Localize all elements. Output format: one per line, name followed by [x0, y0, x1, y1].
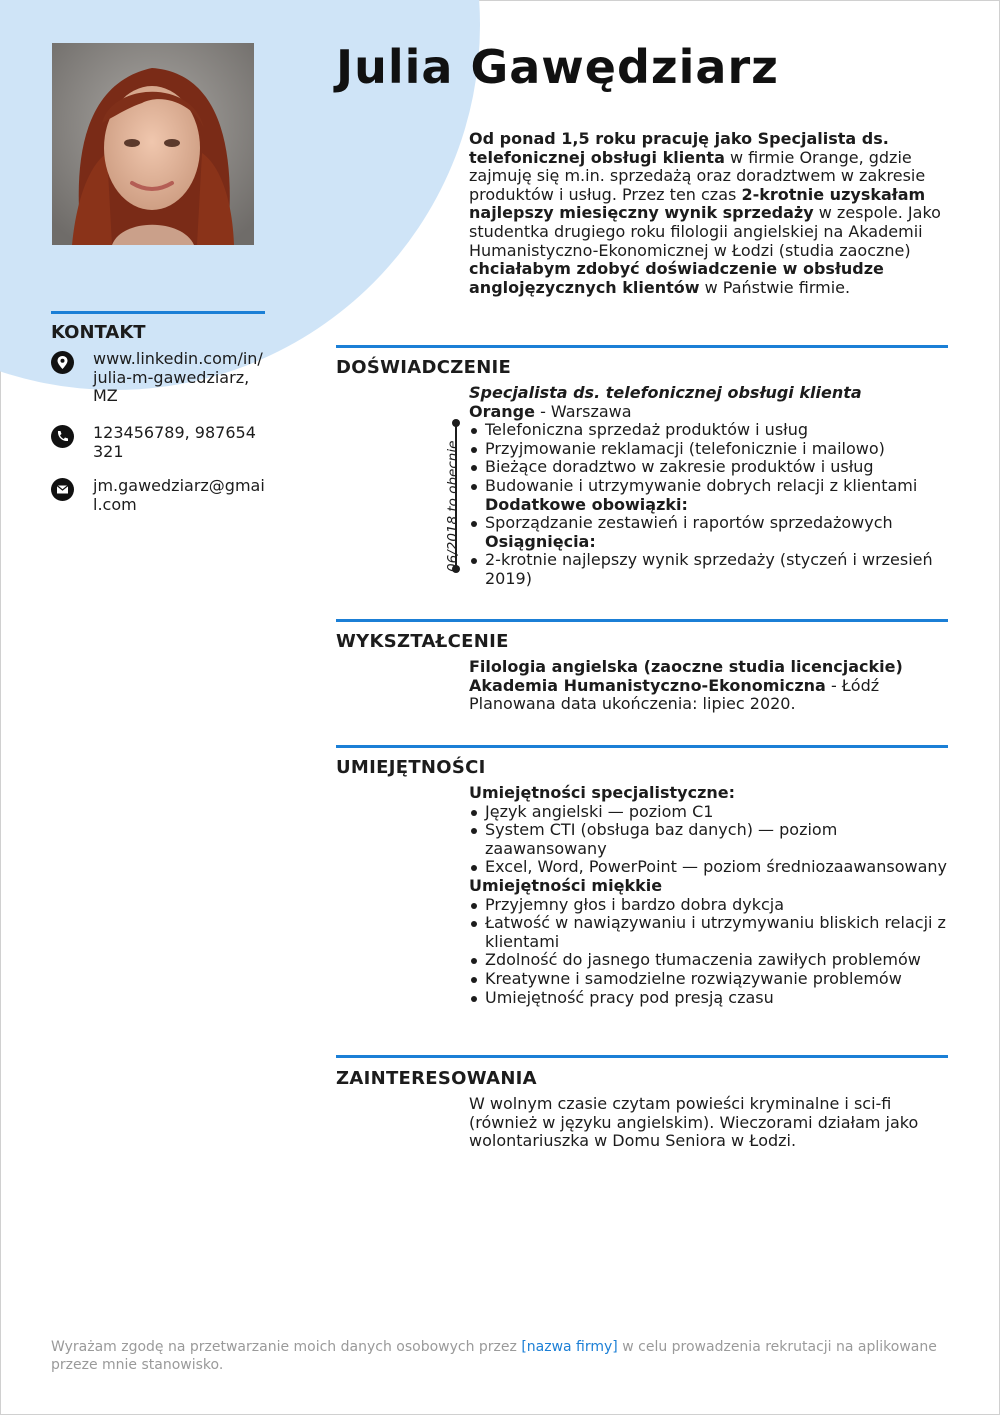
duties-list — [469, 421, 949, 495]
company-placeholder: [nazwa firmy] — [521, 1339, 618, 1355]
list-item: Przyjemny głos i bardzo dobra dykcja — [469, 896, 949, 915]
school-city: - Łódź — [825, 675, 880, 695]
profile-summary: Od ponad 1,5 roku pracuję jako Specjalista ds. telefonicznej obsługi klienta w firmie Orange, gdzie zajmuję się m.in. sprzedażą oraz doradztwem w zakresie produktów i usług. Przez ten czas 2-krotnie uzyskałam najlepszy miesięczny wynik sprzedaży w zespole. Jako studentka drugiego roku filologii angielskiej na Akademii Humanistyczno-Ekonomicznej w Łodzi (studia zaoczne) chciałabym zdobyć doświadczenie w obsłudze anglojęzycznych klientów w Państwie firmie. — [469, 129, 941, 297]
list-item: Sporządzanie zestawień i raportów sprzedażowych — [469, 514, 949, 533]
profile-photo — [52, 43, 254, 245]
soft-skills-list — [469, 896, 949, 1008]
school-name: Akademia Humanistyczno-Ekonomiczna — [469, 675, 826, 695]
list-item: Język angielski — poziom C1 — [469, 803, 949, 822]
hard-skills-title: Umiejętności specjalistyczne: — [469, 783, 736, 802]
soft-skills-title: Umiejętności miękkie — [469, 875, 663, 895]
graduation-note: Planowana data ukończenia: lipiec 2020. — [469, 694, 796, 714]
contact-phone — [51, 424, 265, 461]
timeline-dot-start — [452, 419, 460, 427]
candidate-name: Julia Gawędziarz — [336, 40, 779, 94]
education-title: WYKSZTAŁCENIE — [336, 631, 509, 652]
phone-numbers[interactable]: 123456789, 987654321 — [93, 423, 256, 461]
interests-entry — [469, 1095, 929, 1151]
email-link[interactable]: jm.gawedziarz@gmail.com — [93, 476, 265, 514]
skills-entry — [469, 784, 949, 1007]
degree-name: Filologia angielska (zaoczne studia licencjackie) — [469, 657, 903, 676]
experience-entry — [469, 384, 949, 589]
extra-duties-list — [469, 514, 949, 533]
list-item: Przyjmowanie reklamacji (telefonicznie i mailowo) — [469, 440, 949, 459]
contact-email — [51, 477, 265, 514]
education-divider — [336, 619, 948, 622]
job-location: - Warszawa — [534, 401, 632, 421]
education-entry — [469, 658, 949, 714]
experience-date: 06/2018 to obecnie — [445, 440, 461, 572]
hard-skills-list — [469, 803, 949, 877]
gdpr-consent: Wyrażam zgodę na przetwarzanie moich danych osobowych przez [nazwa firmy] w celu prowadzenia rekrutacji na aplikowane przeze mnie stanowisko. — [51, 1339, 937, 1373]
linkedin-link[interactable]: www.linkedin.com/in/julia-m-gawedziarz, MZ — [93, 349, 263, 406]
job-title: Specjalista ds. telefonicznej obsługi klienta — [469, 383, 862, 402]
interests-divider — [336, 1055, 948, 1058]
contact-divider — [51, 311, 265, 314]
list-item: Zdolność do jasnego tłumaczenia zawiłych problemów — [469, 951, 949, 970]
skills-title: UMIEJĘTNOŚCI — [336, 757, 486, 778]
achievements-list — [469, 551, 949, 588]
list-item: Umiejętność pracy pod presją czasu — [469, 989, 949, 1008]
list-item: 2-krotnie najlepszy wynik sprzedaży (styczeń i wrzesień 2019) — [469, 551, 949, 588]
extra-duties-title: Dodatkowe obowiązki: — [485, 494, 688, 514]
interests-title: ZAINTERESOWANIA — [336, 1068, 537, 1089]
list-item: Bieżące doradztwo w zakresie produktów i usług — [469, 458, 949, 477]
interests-text: W wolnym czasie czytam powieści kryminalne i sci-fi (również w języku angielskim). Wieczorami działam jako wolontariuszka w Domu Seniora w Łodzi. — [469, 1094, 919, 1151]
list-item: Telefoniczna sprzedaż produktów i usług — [469, 421, 949, 440]
company-name: Orange — [469, 401, 535, 421]
experience-title: DOŚWIADCZENIE — [336, 357, 512, 378]
contact-linkedin — [51, 350, 265, 406]
email-icon — [51, 478, 74, 501]
list-item: Budowanie i utrzymywanie dobrych relacji z klientami — [469, 477, 949, 496]
list-item: Kreatywne i samodzielne rozwiązywanie problemów — [469, 970, 949, 989]
contact-title: KONTAKT — [51, 322, 146, 343]
list-item: Łatwość w nawiązywaniu i utrzymywaniu bliskich relacji z klientami — [469, 914, 949, 951]
skills-divider — [336, 745, 948, 748]
list-item: System CTI (obsługa baz danych) — poziom zaawansowany — [469, 821, 949, 858]
list-item: Excel, Word, PowerPoint — poziom średniozaawansowany — [469, 858, 949, 877]
achievements-title: Osiągnięcia: — [485, 531, 596, 551]
location-pin-icon — [51, 351, 74, 374]
phone-icon — [51, 425, 74, 448]
experience-divider — [336, 345, 948, 348]
